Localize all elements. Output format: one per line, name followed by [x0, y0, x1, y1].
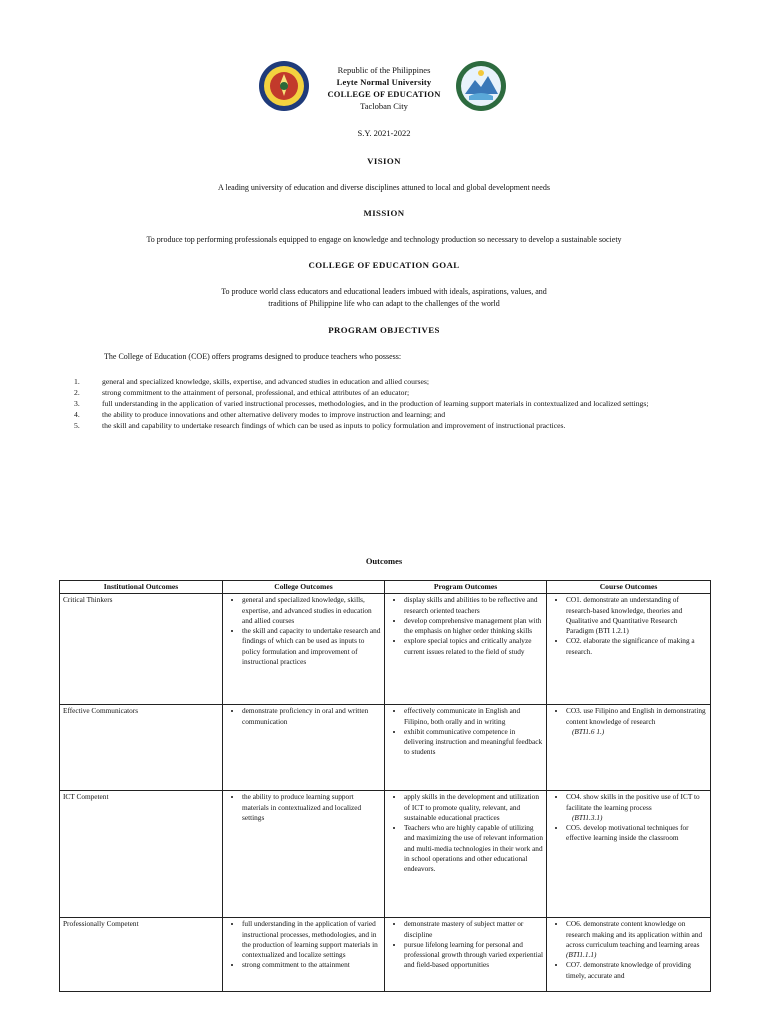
objective-number: 1. — [74, 377, 80, 386]
list-item: • the skill and capacity to undertake research and findings of which can be used as inputs to policy formulation and improvement of instructional practices — [242, 626, 381, 667]
list-item: • Teachers who are highly capable of utilizing and maximizing the use of relevant information and multi-media technologies in their work and in school operations and other educational endeavors. — [404, 823, 543, 874]
objective-item — [74, 387, 710, 398]
institutional-outcome-cell: Professionally Competent — [60, 918, 223, 992]
course-outcome-text: CO4. show skills in the positive use of ICT to facilitate the learning process — [566, 792, 700, 812]
list-item — [566, 706, 707, 737]
school-year: S.Y. 2021-2022 — [357, 128, 411, 138]
table-row — [60, 791, 711, 918]
goal-title: COLLEGE OF EDUCATION GOAL — [308, 260, 460, 270]
college-outcome-cell — [223, 918, 385, 992]
institutional-outcome-cell: ICT Competent — [60, 791, 223, 918]
goal-line-1: To produce world class educators and educational leaders imbued with ideals, aspirations, values, and — [221, 287, 547, 296]
program-outcome-cell — [385, 791, 547, 918]
objectives-list — [74, 376, 710, 431]
list-item: • display skills and abilities to be reflective and research oriented teachers — [404, 595, 543, 616]
objective-item — [74, 420, 710, 431]
course-outcome-cell — [547, 594, 711, 705]
list-item: • CO5. develop motivational techniques for effective learning inside the classroom — [566, 823, 707, 844]
college-outcome-cell — [223, 594, 385, 705]
course-outcome-text: CO3. use Filipino and English in demonstrating content knowledge of research — [566, 706, 706, 726]
program-outcome-cell — [385, 594, 547, 705]
list-item: • full understanding in the application of varied instructional processes, methodologies, and in the production of learning support materials in contextualized and localize settings — [242, 919, 381, 960]
institution-header — [0, 64, 768, 112]
list-item — [566, 792, 707, 823]
course-outcome-cell — [547, 918, 711, 992]
standard-reference: (BTI1.6 1.) — [572, 726, 605, 736]
list-item: • general and specialized knowledge, skills, expertise, and advanced studies in education and allied courses — [242, 595, 381, 626]
list-item: • apply skills in the development and utilization of ICT to promote quality, relevant, and sustainable educational practices — [404, 792, 543, 823]
standard-reference: (BTI1.3.1) — [572, 812, 603, 822]
mission-text: To produce top performing professionals equipped to engage on knowledge and technology production so necessary to develop a sustainable society — [146, 235, 622, 244]
objective-item — [74, 409, 710, 420]
header-college: COLLEGE OF EDUCATION — [327, 89, 441, 99]
course-outcome-cell — [547, 705, 711, 791]
objectives-intro: The College of Education (COE) offers programs designed to produce teachers who possess: — [104, 352, 402, 361]
outcomes-header-row — [60, 581, 711, 594]
goal-line-2: traditions of Philippine life who can adapt to the challenges of the world — [268, 299, 500, 308]
list-item: • exhibit communicative competence in delivering instruction and meaningful feedback to students — [404, 727, 543, 758]
header-course-outcomes: Course Outcomes — [547, 581, 711, 594]
table-row — [60, 705, 711, 791]
course-outcome-text: CO6. demonstrate content knowledge on research making and its application within and across curriculum teaching and learning areas — [566, 919, 703, 949]
goal-text — [40, 286, 728, 310]
header-university: Leyte Normal University — [336, 77, 432, 87]
header-republic: Republic of the Philippines — [337, 65, 431, 75]
list-item: • pursue lifelong learning for personal and professional growth through varied experiential and field-based opportunities — [404, 940, 543, 971]
list-item: • demonstrate mastery of subject matter or discipline — [404, 919, 543, 940]
list-item: • effectively communicate in English and Filipino, both orally and in writing — [404, 706, 543, 727]
header-college-outcomes: College Outcomes — [223, 581, 385, 594]
list-item: • develop comprehensive management plan with the emphasis on higher order thinking skills — [404, 616, 543, 637]
objective-number: 2. — [74, 388, 80, 397]
list-item: • CO7. demonstrate knowledge of providing timely, accurate and — [566, 960, 707, 981]
list-item: • strong commitment to the attainment — [242, 960, 381, 970]
list-item — [566, 919, 707, 960]
header-institutional-outcomes: Institutional Outcomes — [60, 581, 223, 594]
header-city: Tacloban City — [360, 101, 408, 111]
objective-number: 3. — [74, 399, 80, 408]
list-item: • CO2. elaborate the significance of making a research. — [566, 636, 707, 657]
college-outcome-cell — [223, 705, 385, 791]
objective-text: the skill and capability to undertake research findings of which can be used as inputs to policy formulation and improvement of instructional practices. — [102, 421, 566, 430]
objective-text: strong commitment to the attainment of personal, professional, and ethical attributes of an educator; — [102, 388, 410, 397]
objective-item — [74, 398, 710, 409]
college-outcome-cell — [223, 791, 385, 918]
vision-title: VISION — [367, 156, 401, 166]
table-row — [60, 594, 711, 705]
objective-text: general and specialized knowledge, skills, expertise, and advanced studies in education and allied courses; — [102, 377, 430, 386]
vision-text: A leading university of education and diverse disciplines attuned to local and global development needs — [218, 183, 550, 192]
header-program-outcomes: Program Outcomes — [385, 581, 547, 594]
objective-text: the ability to produce innovations and other alternative delivery modes to improve instruction and learning; and — [102, 410, 446, 419]
institutional-outcome-cell: Critical Thinkers — [60, 594, 223, 705]
outcomes-table — [59, 580, 711, 992]
program-outcome-cell — [385, 705, 547, 791]
list-item: • CO1. demonstrate an understanding of research-based knowledge, theories and Qualitative and Quantitative Research Paradigm (BTI 1.2.1) — [566, 595, 707, 636]
list-item: • explore special topics and critically analyze current issues related to the field of study — [404, 636, 543, 657]
list-item: • the ability to produce learning support materials in contextualized and localized settings — [242, 792, 381, 823]
institutional-outcome-cell: Effective Communicators — [60, 705, 223, 791]
objective-number: 4. — [74, 410, 80, 419]
outcomes-title: Outcomes — [365, 556, 403, 566]
program-outcome-cell — [385, 918, 547, 992]
table-row — [60, 918, 711, 992]
objective-text: full understanding in the application of varied instructional processes, methodologies, and in the production of learning support materials in contextualized and localized settings; — [102, 399, 649, 408]
mission-title: MISSION — [363, 208, 405, 218]
standard-reference: (BTI1.1.1) — [566, 950, 597, 960]
list-item: • demonstrate proficiency in oral and written communication — [242, 706, 381, 727]
objective-item — [74, 376, 710, 387]
course-outcome-cell — [547, 791, 711, 918]
objectives-title: PROGRAM OBJECTIVES — [328, 325, 440, 335]
objective-number: 5. — [74, 421, 80, 430]
